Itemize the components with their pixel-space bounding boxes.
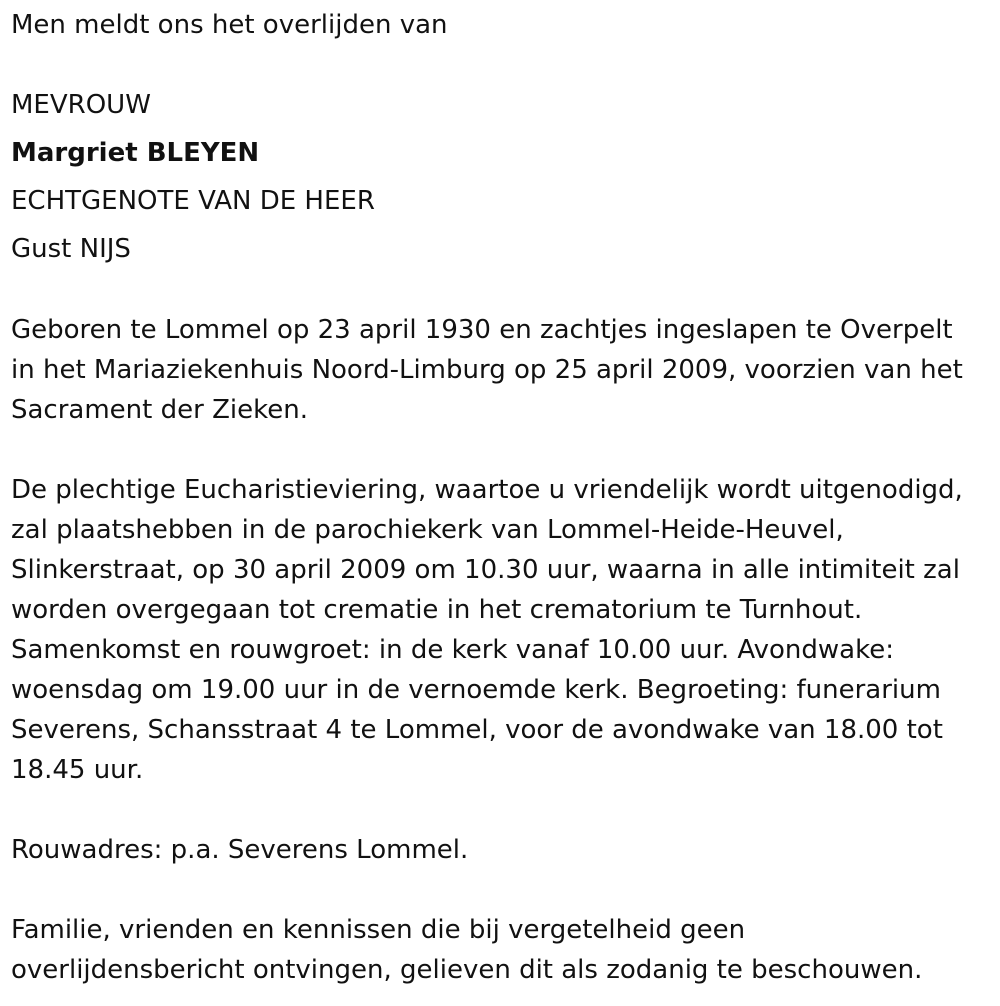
- ceremony-line: Samenkomst en rouwgroet: in de kerk vanaf 10.00 uur. Avondwake:: [11, 635, 894, 665]
- birth-line: in het Mariaziekenhuis Noord-Limburg op 25 april 2009, voorzien van het: [11, 355, 963, 385]
- birth-line: Sacrament der Zieken.: [11, 395, 308, 425]
- deceased-name: Margriet BLEYEN: [11, 138, 260, 168]
- ceremony-line: Slinkerstraat, op 30 april 2009 om 10.30 uur, waarna in alle intimiteit zal: [11, 555, 960, 585]
- birth-line: Geboren te Lommel op 23 april 1930 en zachtjes ingeslapen te Overpelt: [11, 315, 953, 345]
- ceremony-line: 18.45 uur.: [11, 755, 144, 785]
- spouse-label: ECHTGENOTE VAN DE HEER: [11, 186, 375, 216]
- ceremony-paragraph: [11, 470, 996, 790]
- ceremony-line: worden overgegaan tot crematie in het crematorium te Turnhout.: [11, 595, 863, 625]
- ceremony-line: zal plaatshebben in de parochiekerk van Lommel-Heide-Heuvel,: [11, 515, 844, 545]
- mourning-address: Rouwadres: p.a. Severens Lommel.: [11, 835, 469, 865]
- ceremony-line: De plechtige Eucharistieviering, waartoe u vriendelijk wordt uitgenodigd,: [11, 475, 963, 505]
- intro-text: Men meldt ons het overlijden van: [11, 10, 448, 40]
- closing-line: overlijdensbericht ontvingen, gelieven dit als zodanig te beschouwen.: [11, 955, 923, 985]
- ceremony-line: woensdag om 19.00 uur in de vernoemde kerk. Begroeting: funerarium: [11, 675, 941, 705]
- spouse-name: Gust NIJS: [11, 234, 131, 264]
- title-text: MEVROUW: [11, 90, 151, 120]
- closing-paragraph: [11, 910, 996, 990]
- ceremony-line: Severens, Schansstraat 4 te Lommel, voor de avondwake van 18.00 tot: [11, 715, 943, 745]
- birth-paragraph: [11, 310, 996, 430]
- closing-line: Familie, vrienden en kennissen die bij vergetelheid geen: [11, 915, 746, 945]
